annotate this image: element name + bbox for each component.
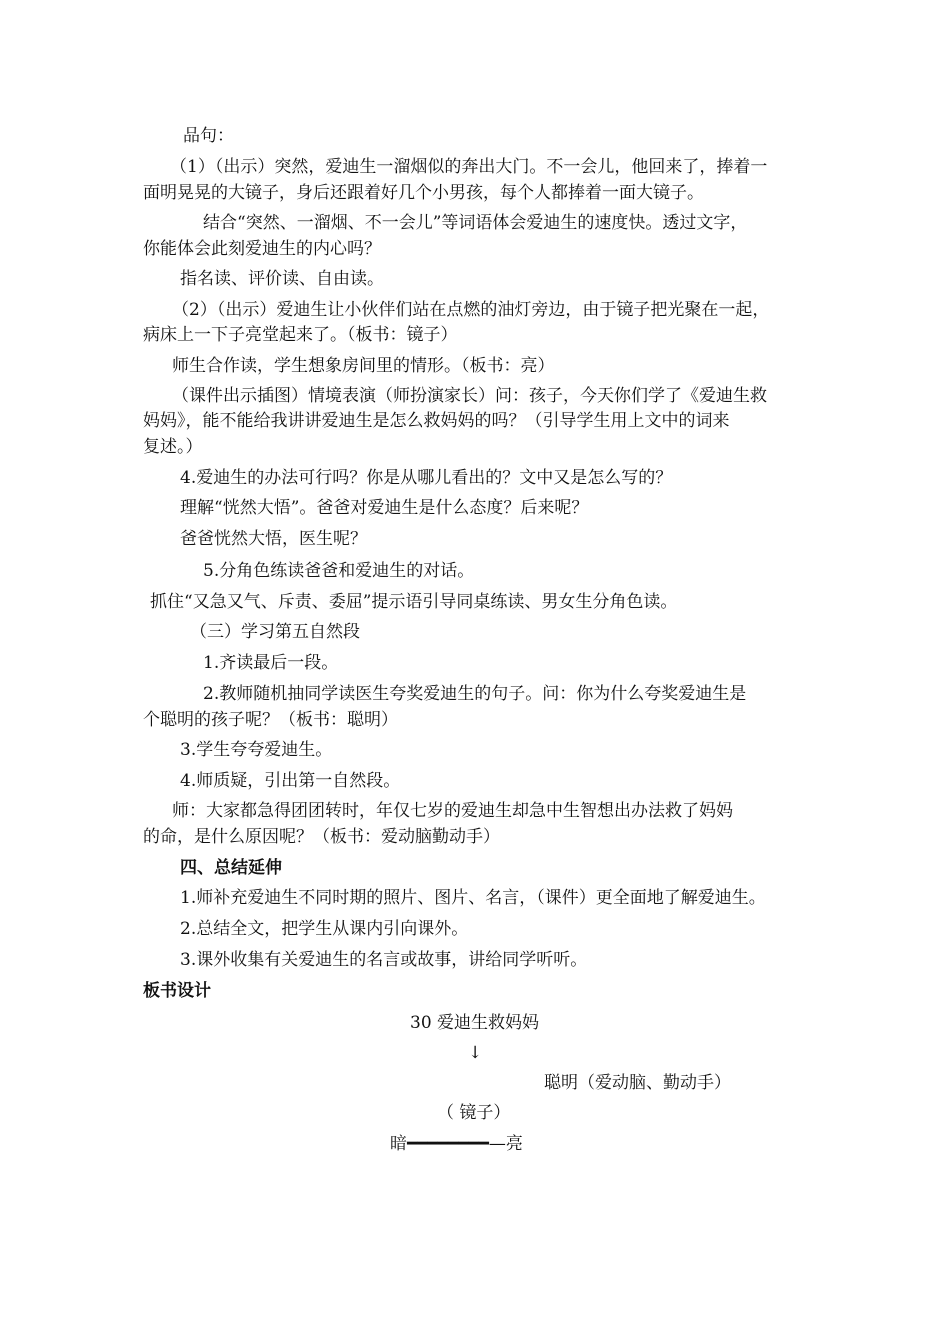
section-heading: 板书设计 xyxy=(143,981,211,1001)
text-line: 你能体会此刻爱迪生的内心吗？ xyxy=(143,239,381,259)
text-line: 2.教师随机抽同学读医生夸奖爱迪生的句子。问：你为什么夸奖爱迪生是 xyxy=(203,684,747,704)
text-line: 师生合作读，学生想象房间里的情形。（板书：亮） xyxy=(172,356,555,376)
text-line: 4.爱迪生的办法可行吗？你是从哪儿看出的？文中又是怎么写的？ xyxy=(180,468,673,488)
text-line: 4.师质疑，引出第一自然段。 xyxy=(180,771,401,791)
text-line: （2）（出示）爱迪生让小伙伴们站在点燃的油灯旁边，由于镜子把光聚在一起， xyxy=(172,300,770,320)
text-line: 的命，是什么原因呢？（板书：爱动脑勤动手） xyxy=(143,827,500,847)
text-line: 1.齐读最后一段。 xyxy=(203,653,339,673)
text-line: 面明晃晃的大镜子，身后还跟着好几个小男孩，每个人都捧着一面大镜子。 xyxy=(143,183,704,203)
text-line: 结合“突然、一溜烟、不一会儿”等词语体会爱迪生的速度快。透过文字， xyxy=(203,213,748,233)
board-text: 暗━━━━━━━━—亮 xyxy=(390,1134,523,1154)
text-line: 师：大家都急得团团转时，年仅七岁的爱迪生却急中生智想出办法救了妈妈 xyxy=(172,801,733,821)
down-arrow-icon: ↓ xyxy=(468,1043,483,1063)
text-line: 爸爸恍然大悟，医生呢？ xyxy=(180,529,367,549)
text-line: （1）（出示）突然，爱迪生一溜烟似的奔出大门。不一会儿，他回来了，捧着一 xyxy=(170,157,768,177)
text-line: 指名读、评价读、自由读。 xyxy=(180,269,384,289)
text-line: 复述。） xyxy=(143,437,203,457)
board-title: 30 爱迪生救妈妈 xyxy=(410,1013,540,1033)
text-line: 妈妈》，能不能给我讲讲爱迪生是怎么救妈妈的吗？（引导学生用上文中的词来 xyxy=(143,411,730,431)
board-text: 聪明（爱动脑、勤动手） xyxy=(544,1073,731,1093)
text-line: （三）学习第五自然段 xyxy=(190,622,360,642)
text-line: 5.分角色练读爸爸和爱迪生的对话。 xyxy=(203,561,475,581)
text-line: 病床上一下子亮堂起来了。（板书：镜子） xyxy=(143,325,458,345)
text-line: 品句： xyxy=(183,126,234,146)
text-line: 理解“恍然大悟”。爸爸对爱迪生是什么态度？后来呢？ xyxy=(180,498,589,518)
text-line: 个聪明的孩子呢？（板书：聪明） xyxy=(143,710,398,730)
text-line: 2.总结全文，把学生从课内引向课外。 xyxy=(180,919,469,939)
board-text: （ 镜子） xyxy=(437,1103,511,1123)
text-line: 1.师补充爱迪生不同时期的照片、图片、名言，（课件）更全面地了解爱迪生。 xyxy=(180,888,766,908)
text-line: 3.课外收集有关爱迪生的名言或故事，讲给同学听听。 xyxy=(180,950,588,970)
text-line: 抓住“又急又气、斥责、委屈”提示语引导同桌练读、男女生分角色读。 xyxy=(150,592,678,612)
text-line: 3.学生夸夸爱迪生。 xyxy=(180,740,333,760)
text-line: （课件出示插图）情境表演（师扮演家长）问：孩子，今天你们学了《爱迪生救 xyxy=(172,386,767,406)
section-heading: 四、总结延伸 xyxy=(180,858,282,878)
